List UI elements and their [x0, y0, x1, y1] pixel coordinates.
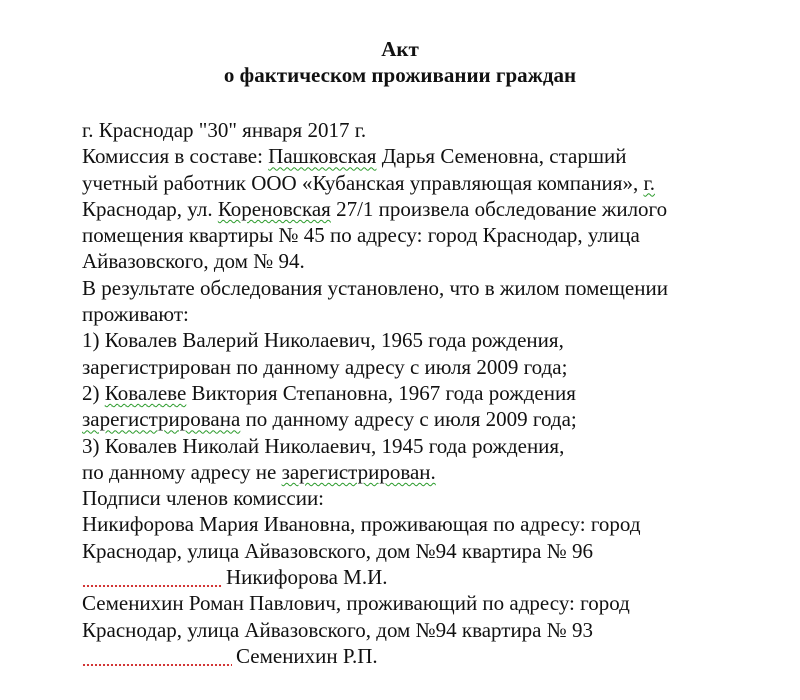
member-1-signature	[82, 564, 782, 590]
resident-1-line: 1) Ковалев Валерий Николаевич, 1965 года рождения,	[82, 328, 564, 353]
text-fragment: 2)	[82, 380, 105, 405]
result-line: проживают:	[82, 302, 189, 327]
text-fragment: Виктория Степановна, 1967 года рождения	[186, 380, 576, 405]
commission-line	[82, 170, 782, 196]
spellcheck-word: зарегистрирована	[82, 407, 241, 432]
text-fragment: Дарья Семеновна, старший	[376, 144, 627, 169]
signature-line	[82, 664, 232, 666]
text-fragment: Краснодар, ул.	[82, 196, 218, 221]
text-fragment: по данному адресу с июля 2009 года;	[240, 407, 577, 432]
commission-line	[82, 143, 782, 169]
commission-line: Айвазовского, дом № 94.	[82, 249, 305, 274]
spellcheck-word: зарегистрирован.	[281, 459, 436, 484]
signatures-heading: Подписи членов комиссии:	[82, 486, 325, 511]
document-subtitle: о фактическом проживании граждан	[223, 63, 577, 87]
spellcheck-word: Пашковская	[268, 144, 377, 169]
resident-2-line	[82, 406, 782, 432]
spellcheck-word: Ковалеве	[104, 380, 187, 405]
text-fragment: Комиссия в составе:	[82, 144, 269, 169]
result-line: В результате обследования установлено, что в жилом помещении	[82, 275, 668, 300]
member-1-line: Краснодар, улица Айвазовского, дом №94 квартира № 96	[82, 538, 594, 563]
signature-name: Семенихин Р.П.	[236, 643, 378, 668]
member-2-line: Краснодар, улица Айвазовского, дом №94 квартира № 93	[82, 617, 594, 642]
resident-3-line	[82, 459, 782, 485]
resident-3-line: 3) Ковалев Николай Николаевич, 1945 года рождения,	[82, 433, 565, 458]
resident-2-line	[82, 380, 782, 406]
text-fragment: 27/1 произвела обследование жилого	[330, 196, 668, 221]
spellcheck-word: г.	[643, 170, 655, 195]
place-date-line: г. Краснодар "30" января 2017 г.	[82, 118, 367, 142]
resident-1-line: зарегистрирован по данному адресу с июля 2009 года;	[82, 354, 568, 379]
signature-line	[82, 585, 222, 587]
document-body	[82, 117, 782, 669]
spellcheck-word: Кореновская	[217, 196, 331, 221]
commission-line	[82, 196, 782, 222]
document-title: Акт	[381, 37, 419, 61]
text-fragment: по данному адресу не	[82, 459, 282, 484]
commission-line: помещения квартиры № 45 по адресу: город Краснодар, улица	[82, 223, 640, 248]
signature-name: Никифорова М.И.	[226, 565, 388, 590]
member-1-line: Никифорова Мария Ивановна, проживающая по адресу: город	[82, 512, 641, 537]
text-fragment: учетный работник ООО «Кубанская управляющая компания»,	[82, 170, 644, 195]
member-2-signature	[82, 643, 782, 669]
member-2-line: Семенихин Роман Павлович, проживающий по адресу: город	[82, 591, 630, 616]
